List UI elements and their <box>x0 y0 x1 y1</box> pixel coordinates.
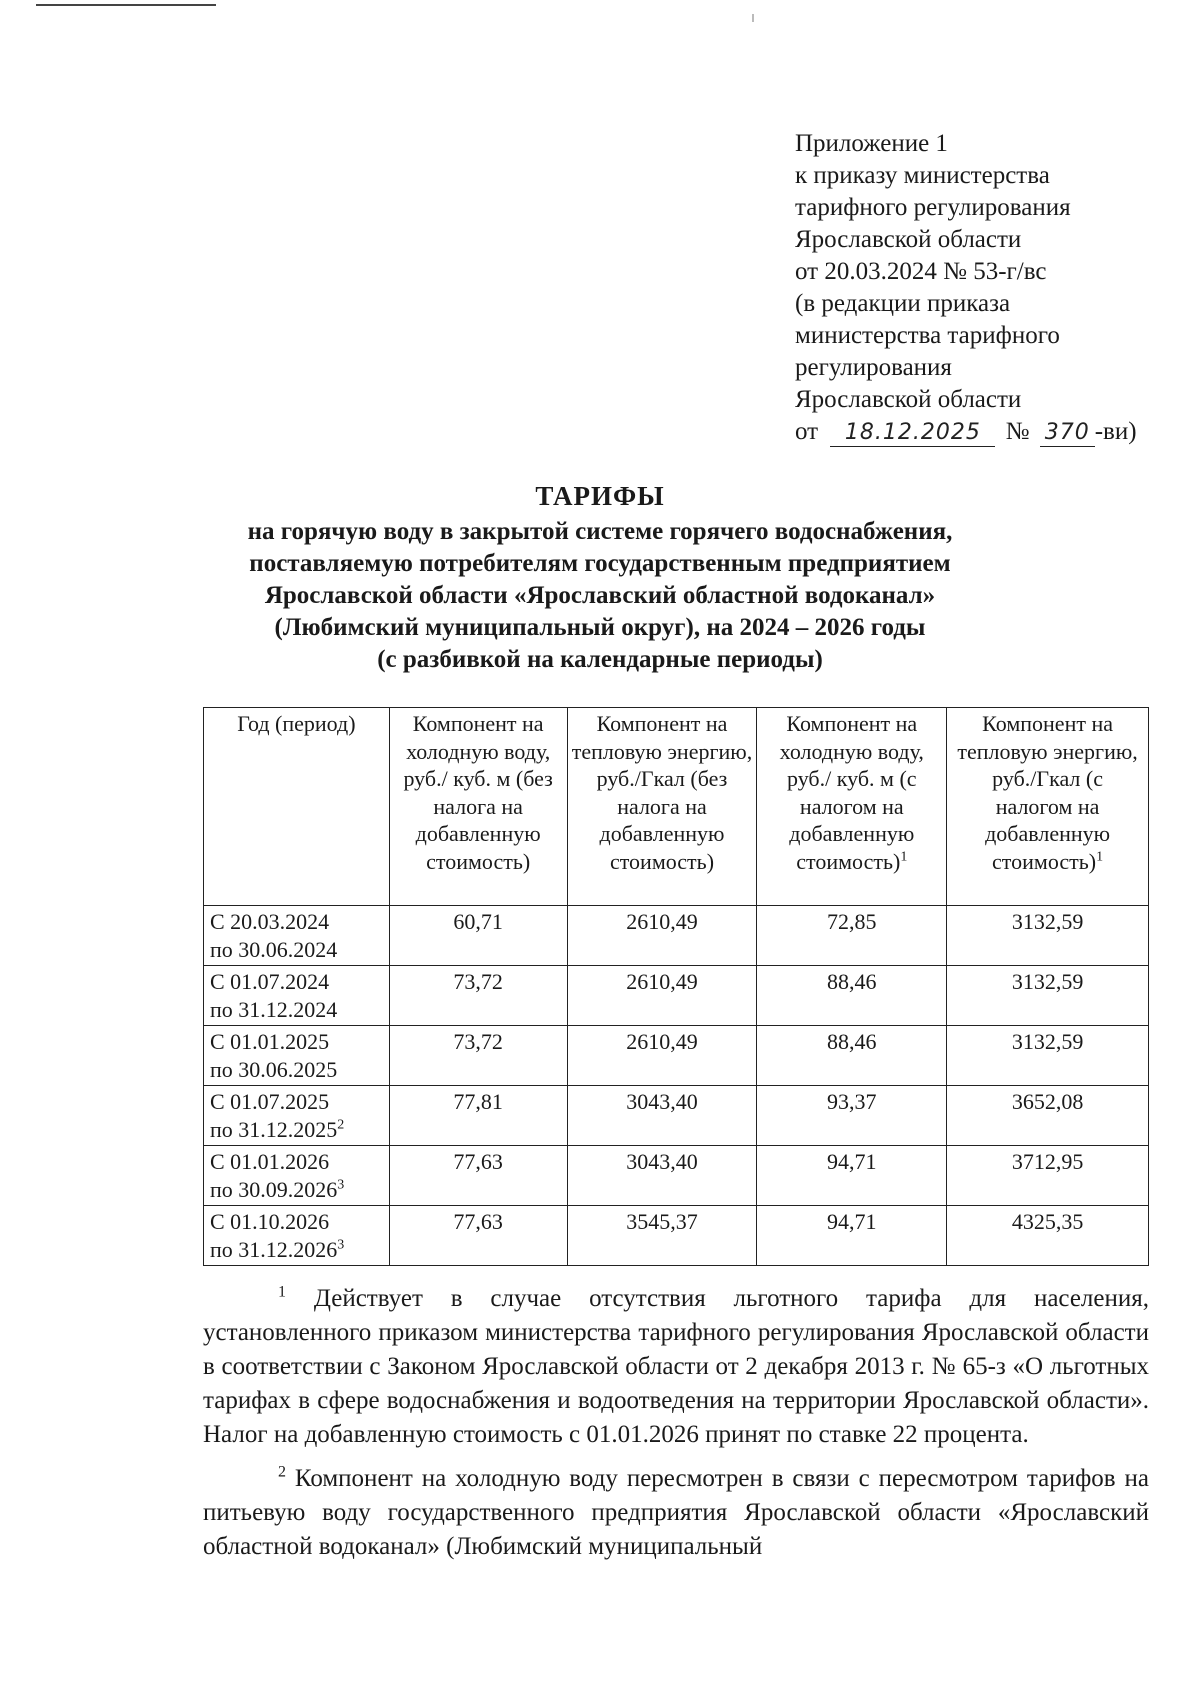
document-title <box>150 480 1050 676</box>
footnote-mark: 2 <box>278 1463 286 1481</box>
footnote-text: Компонент на холодную воду пересмотрен в связи с пересмотром тарифов на питьевую воду государственного предприятия Ярославской области «Ярославский областной водоканал» (Любимский муниципальный <box>203 1465 1149 1560</box>
title-line: (с разбивкой на календарные периоды) <box>377 646 823 673</box>
table-row <box>204 1086 1149 1146</box>
footnote-ref: 1 <box>1096 849 1104 865</box>
period-from: С 01.01.2026 <box>210 1149 330 1174</box>
title-line: Ярославской области «Ярославский областной водоканал» <box>264 582 936 609</box>
handwritten-number: 370 <box>1040 420 1095 447</box>
table-body <box>204 906 1149 1266</box>
period-to: по 31.12.2026$^3$ <box>210 1236 345 1262</box>
value-cell: 73,72 <box>389 966 567 1026</box>
value-cell: 2610,49 <box>567 906 757 966</box>
period-from: С 20.03.2024 <box>210 909 330 934</box>
appendix-line: регулирования <box>795 354 952 381</box>
value-cell: 4325,35 <box>947 1206 1149 1266</box>
value-cell: 3132,59 <box>947 1026 1149 1086</box>
header-cell: Компонент на тепловую энергию, руб./Гкал (без налога на добавленную стоимость) <box>567 708 757 906</box>
period-to: по 31.12.2025$^2$ <box>210 1116 345 1142</box>
appendix-line: (в редакции приказа <box>795 290 1011 317</box>
handwritten-date: 18.12.2025 <box>830 420 995 447</box>
value-cell: 2610,49 <box>567 1026 757 1086</box>
period-from: С 01.01.2025 <box>210 1029 330 1054</box>
value-cell: 77,81 <box>389 1086 567 1146</box>
period-cell <box>204 1086 390 1146</box>
appendix-line: от 20.03.2024 № 53-г/вс <box>795 258 1047 285</box>
appendix-line: Ярославской области <box>795 386 1022 413</box>
value-cell: 3712,95 <box>947 1146 1149 1206</box>
value-cell: 3132,59 <box>947 966 1149 1026</box>
value-cell: 88,46 <box>757 1026 947 1086</box>
period-from: С 01.10.2026 <box>210 1209 330 1234</box>
footnote-2 <box>203 1462 1149 1564</box>
title-line: (Любимский муниципальный округ), на 2024 – 2026 годы <box>274 614 926 641</box>
appendix-line: министерства тарифного <box>795 322 1060 349</box>
value-cell: 88,46 <box>757 966 947 1026</box>
period-to: по 31.12.2024 <box>210 996 338 1022</box>
title-line: поставляемую потребителям государственным предприятием <box>249 550 951 577</box>
appendix-signature-line <box>795 416 1175 448</box>
period-to: по 30.06.2024 <box>210 936 338 962</box>
appendix-line: Приложение 1 <box>795 130 948 157</box>
period-from: С 01.07.2024 <box>210 969 330 994</box>
value-cell: 3545,37 <box>567 1206 757 1266</box>
appendix-line: Ярославской области <box>795 226 1022 253</box>
appendix-line: тарифного регулирования <box>795 194 1071 221</box>
header-cell: Компонент на холодную воду, руб./ куб. м (без налога на добавленную стоимость) <box>389 708 567 906</box>
table-header <box>204 708 1149 906</box>
period-cell <box>204 906 390 966</box>
title-line: на горячую воду в закрытой системе горячего водоснабжения, <box>247 518 953 545</box>
value-cell: 3132,59 <box>947 906 1149 966</box>
number-suffix: -ви) <box>1094 418 1137 445</box>
table-row <box>204 906 1149 966</box>
footnote-1 <box>203 1282 1149 1452</box>
period-cell <box>204 1206 390 1266</box>
period-cell <box>204 1026 390 1086</box>
appendix-block <box>795 128 1175 448</box>
header-cell: Компонент на тепловую энергию, руб./Гкал (с налогом на добавленную стоимость)$^1$ <box>947 708 1149 906</box>
appendix-line: к приказу министерства <box>795 162 1050 189</box>
table-row <box>204 966 1149 1026</box>
footnote-ref: 2 <box>337 1117 345 1133</box>
footnote-ref: 3 <box>337 1237 345 1253</box>
scan-edge-line <box>36 4 216 6</box>
value-cell: 73,72 <box>389 1026 567 1086</box>
value-cell: 3043,40 <box>567 1146 757 1206</box>
header-cell: Компонент на холодную воду, руб./ куб. м (с налогом на добавленную стоимость)$^1$ <box>757 708 947 906</box>
footnote-ref: 1 <box>900 849 908 865</box>
footnote-mark: 1 <box>278 1283 286 1301</box>
table-row <box>204 1206 1149 1266</box>
period-cell <box>204 1146 390 1206</box>
footnote-ref: 3 <box>337 1177 345 1193</box>
value-cell: 94,71 <box>757 1206 947 1266</box>
value-cell: 3652,08 <box>947 1086 1149 1146</box>
period-cell <box>204 966 390 1026</box>
value-cell: 93,37 <box>757 1086 947 1146</box>
appendix-date-prefix: от <box>795 418 819 445</box>
period-to: по 30.06.2025 <box>210 1056 338 1082</box>
table-row <box>204 1146 1149 1206</box>
value-cell: 72,85 <box>757 906 947 966</box>
footnotes <box>203 1282 1149 1574</box>
value-cell: 3043,40 <box>567 1086 757 1146</box>
table-row <box>204 1026 1149 1086</box>
period-from: С 01.07.2025 <box>210 1089 330 1114</box>
footnote-text: Действует в случае отсутствия льготного тарифа для населения, установленного приказом министерства тарифного регулирования Ярославской области в соответствии с Законом Ярославской области от 2 декабря 2013 г. № 65-з «О льготных тарифах в сфере водоснабжения и водоотведения на территории Ярославской области». Налог на добавленную стоимость с 01.01.2026 принят по ставке 22 процента. <box>203 1285 1150 1448</box>
value-cell: 60,71 <box>389 906 567 966</box>
tariff-table <box>203 707 1149 1266</box>
value-cell: 94,71 <box>757 1146 947 1206</box>
period-to: по 30.09.2026$^3$ <box>210 1176 345 1202</box>
header-row <box>204 708 1149 906</box>
scan-speck <box>752 14 754 22</box>
title-heading: ТАРИФЫ <box>535 481 665 511</box>
value-cell: 77,63 <box>389 1206 567 1266</box>
header-cell: Год (период) <box>204 708 390 906</box>
value-cell: 77,63 <box>389 1146 567 1206</box>
value-cell: 2610,49 <box>567 966 757 1026</box>
number-label: № <box>1005 418 1030 445</box>
